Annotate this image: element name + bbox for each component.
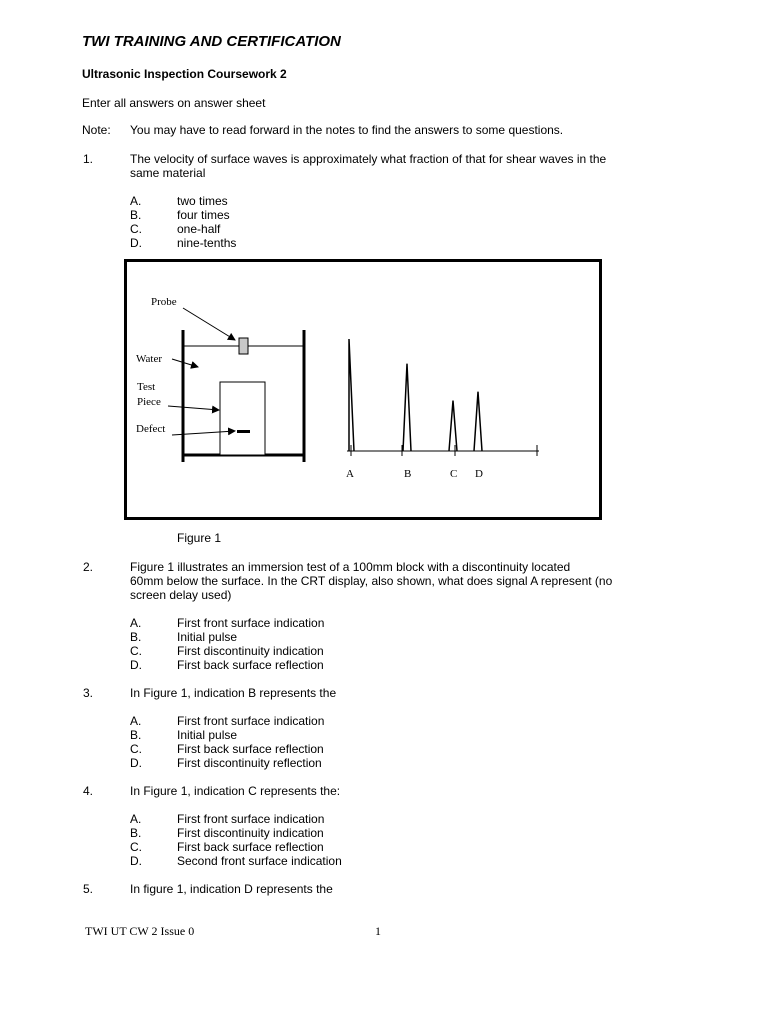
instruction-enter: Enter all answers on answer sheet (82, 96, 266, 110)
option-letter: A. (130, 812, 142, 826)
question-number: 2. (83, 560, 94, 574)
option-text: First front surface indication (177, 616, 325, 630)
figure-caption: Figure 1 (177, 531, 222, 545)
option-letter: B. (130, 208, 142, 222)
label-water: Water (136, 353, 162, 365)
option-letter: C. (130, 742, 142, 756)
option-text: First back surface reflection (177, 742, 324, 756)
option-letter: B. (130, 728, 142, 742)
option-text: First back surface reflection (177, 658, 324, 672)
page-number: 1 (375, 924, 381, 938)
question-number: 4. (83, 784, 94, 798)
question-text-line: screen delay used) (130, 588, 232, 602)
crt-signal-peak-b (403, 364, 411, 451)
question-text-line: Figure 1 illustrates an immersion test of a 100mm block with a discontinuity located (130, 560, 571, 574)
crt-signal-peak-d (474, 392, 482, 451)
immersion-test-diagram (127, 262, 599, 517)
question-text-line: same material (130, 166, 206, 180)
option-text: nine-tenths (177, 236, 237, 250)
option-letter: D. (130, 658, 142, 672)
option-text: First front surface indication (177, 812, 325, 826)
option-letter: A. (130, 616, 142, 630)
crt-signal-label-d: D (475, 468, 483, 480)
option-text: Second front surface indication (177, 854, 342, 868)
option-text: two times (177, 194, 228, 208)
option-letter: D. (130, 236, 142, 250)
crt-signals (346, 339, 483, 480)
question-text-line: In Figure 1, indication C represents the: (130, 784, 341, 798)
question-text-line: In figure 1, indication D represents the (130, 882, 333, 896)
option-letter: C. (130, 644, 142, 658)
question-text-line: The velocity of surface waves is approximately what fraction of that for shear waves in the (130, 152, 607, 166)
option-text: four times (177, 208, 230, 222)
option-text: First discontinuity reflection (177, 756, 322, 770)
crt-signal-peak-a (349, 339, 354, 451)
label-defect: Defect (136, 423, 166, 435)
option-text: Initial pulse (177, 728, 238, 742)
coursework-subtitle: Ultrasonic Inspection Coursework 2 (82, 67, 287, 81)
crt-signal-label-c: C (450, 468, 458, 480)
water-pointer-arrow (172, 359, 198, 367)
question-number: 3. (83, 686, 94, 700)
option-text: First discontinuity indication (177, 644, 324, 658)
option-letter: A. (130, 194, 142, 208)
option-text: First front surface indication (177, 714, 325, 728)
question-number: 1. (83, 152, 94, 166)
option-letter: D. (130, 854, 142, 868)
defect-mark (237, 430, 250, 433)
crt-signal-peak-c (449, 401, 457, 451)
question-number: 5. (83, 882, 94, 896)
question-text-line: 60mm below the surface. In the CRT display, also shown, what does signal A represent (no (130, 574, 613, 588)
note-label: Note: (82, 123, 111, 137)
option-letter: A. (130, 714, 142, 728)
probe-pointer-arrow (183, 308, 235, 340)
option-letter: C. (130, 222, 142, 236)
crt-signal-label-a: A (346, 468, 354, 480)
piece-pointer-arrow (168, 406, 219, 410)
figure-1 (124, 259, 602, 520)
question-text-line: In Figure 1, indication B represents the (130, 686, 337, 700)
option-text: First discontinuity indication (177, 826, 324, 840)
option-text: one-half (177, 222, 221, 236)
document-title: TWI TRAINING AND CERTIFICATION (82, 33, 341, 50)
label-probe: Probe (151, 296, 177, 308)
note-text: You may have to read forward in the notes to find the answers to some questions. (130, 123, 564, 137)
option-letter: C. (130, 840, 142, 854)
footer-document-id: TWI UT CW 2 Issue 0 (85, 924, 195, 938)
option-text: Initial pulse (177, 630, 238, 644)
label-test: Test (137, 381, 156, 393)
option-letter: B. (130, 826, 142, 840)
label-piece: Piece (137, 396, 161, 408)
option-letter: D. (130, 756, 142, 770)
option-letter: B. (130, 630, 142, 644)
crt-signal-label-b: B (404, 468, 412, 480)
option-text: First back surface reflection (177, 840, 324, 854)
probe-icon (239, 338, 248, 354)
test-piece (220, 382, 265, 455)
